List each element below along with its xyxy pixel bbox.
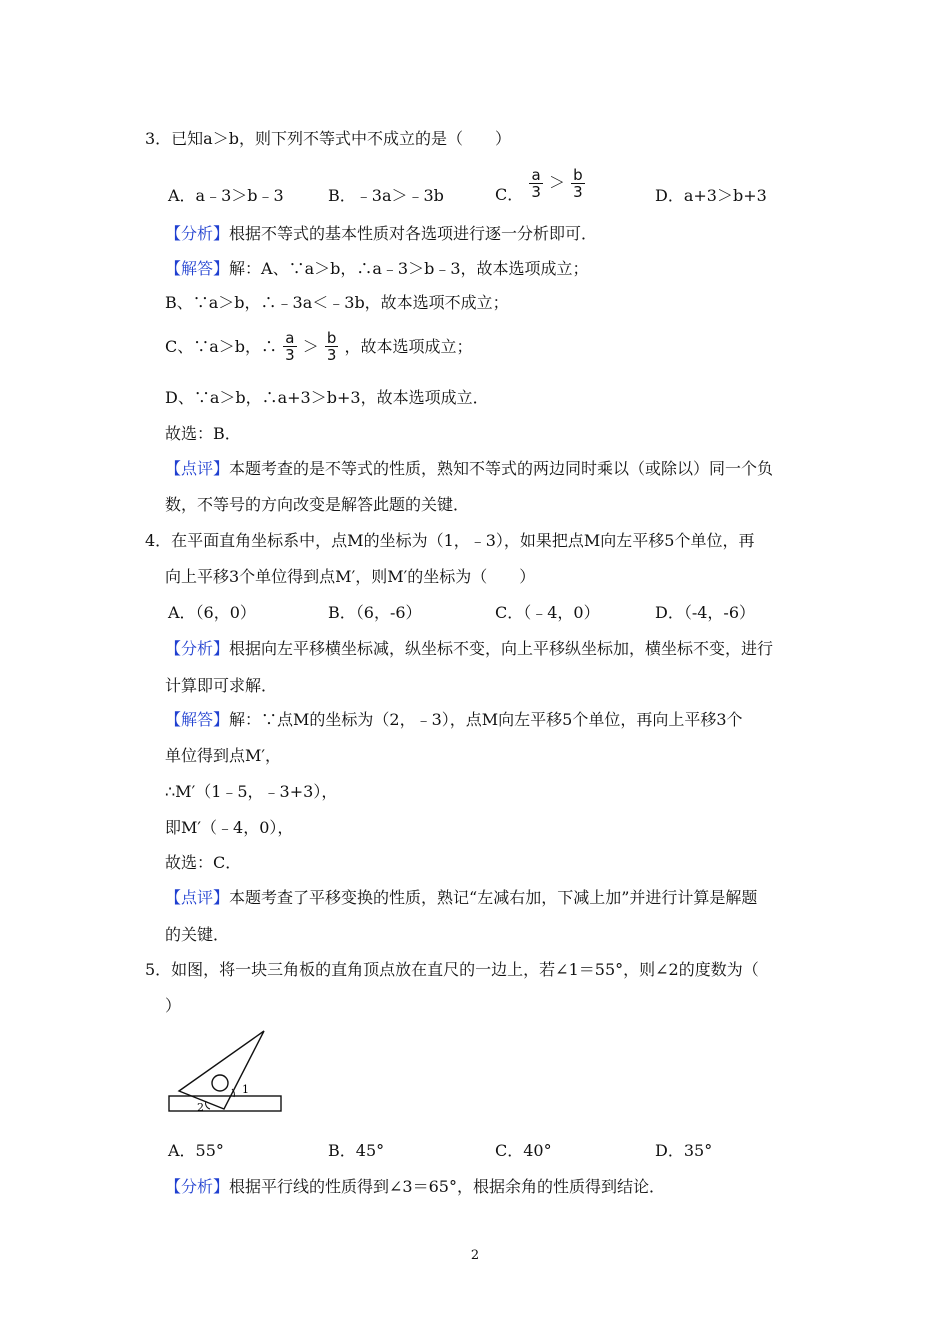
comment-tag: 【点评】 [165,888,230,907]
q3-answer-b: B、∵a＞b，∴﹣3a＜﹣3b，故本选项不成立； [165,293,509,312]
q3-answer-c: C、∵a＞b，∴ $\frac{a}{3}$ ＞ $\frac{b}{3}$ ，故本选项成立； [165,329,473,364]
q4-comment-1: 【点评】本题考查了平移变换的性质，熟记“左减右加，下减上加”并进行计算是解题 [165,888,758,907]
q4-choice: 故选：C． [165,853,242,872]
q5-stem-2: ） [165,996,182,1015]
q3-stem: 3．已知a＞b，则下列不等式中不成立的是（ ） [145,129,511,148]
q4-analysis-2: 计算即可求解． [165,676,278,695]
q4-stem-2: 向上平移3个单位得到点M′，则M′的坐标为（ ） [165,567,536,586]
q5-option-c: C．40° [495,1141,552,1160]
q4-option-b: B．（6，-6） [328,603,422,622]
angle-1-label: 1 [242,1083,249,1096]
triangle-ruler-figure [160,1025,290,1117]
q5-stem-1: 5．如图，将一块三角板的直角顶点放在直尺的一边上，若∠1＝55°，则∠2的度数为（ [145,960,759,979]
triangle-shape [179,1031,264,1109]
q3-option-a: A．a﹣3＞b﹣3 [168,186,284,205]
page-number: 2 [470,1248,480,1263]
answer-tag: 【解答】 [165,259,230,278]
q4-answer-3: ∴M′（1﹣5，﹣3+3）， [165,782,338,801]
q5-option-a: A．55° [168,1141,224,1160]
q3-option-c-fraction-a: $\frac{a}{3}$ [531,165,541,201]
analysis-tag: 【分析】 [165,639,230,658]
q4-option-a: A．（6，0） [168,603,256,622]
q4-option-c: C．（﹣4，0） [495,603,600,622]
q3-option-c: C． $\frac{a}{3}$ ＞ $\frac{b}{3}$ [495,165,583,204]
q3-answer-a: 【解答】解：A、∵a＞b，∴a﹣3＞b﹣3，故本选项成立； [165,259,589,278]
q3-answer-c-fraction-a: $\frac{a}{3}$ [285,329,295,364]
q4-analysis-1: 【分析】根据向左平移横坐标减，纵坐标不变，向上平移纵坐标加，横坐标不变，进行 [165,639,774,658]
analysis-tag: 【分析】 [165,1177,230,1196]
ruler-shape [169,1096,281,1111]
q3-option-d: D．a+3＞b+3 [655,186,767,205]
q3-answer-c-fraction-b: $\frac{b}{3}$ [326,329,337,364]
comment-tag: 【点评】 [165,459,230,478]
analysis-tag: 【分析】 [165,224,230,243]
q3-comment-1: 【点评】本题考查的是不等式的性质，熟知不等式的两边同时乘以（或除以）同一个负 [165,459,774,478]
angle-2-label: 2 [197,1101,204,1114]
q4-stem-1: 4．在平面直角坐标系中，点M的坐标为（1，﹣3），如果把点M向左平移5个单位，再 [145,531,755,550]
q4-answer-4: 即M′（﹣4，0）， [165,818,294,837]
q3-option-c-fraction-b: $\frac{b}{3}$ [573,165,583,201]
q4-answer-1: 【解答】解：∵点M的坐标为（2，﹣3），点M向左平移5个单位，再向上平移3个 [165,710,743,729]
q4-answer-2: 单位得到点M′， [165,746,282,765]
q3-analysis: 【分析】根据不等式的基本性质对各选项进行逐一分析即可． [165,224,598,243]
triangle-hole [212,1075,228,1091]
q5-option-b: B．45° [328,1141,385,1160]
q4-comment-2: 的关键． [165,925,230,944]
q4-option-d: D．（-4，-6） [655,603,756,622]
q5-option-d: D．35° [655,1141,713,1160]
q3-option-c-label: C． [495,185,524,204]
q3-comment-2: 数，不等号的方向改变是解答此题的关键． [165,495,470,514]
q3-option-b: B．﹣3a＞﹣3b [328,186,444,205]
q3-answer-d: D、∵a＞b，∴a+3＞b+3，故本选项成立． [165,388,489,407]
q3-choice: 故选：B． [165,424,241,443]
q5-analysis: 【分析】根据平行线的性质得到∠3＝65°，根据余角的性质得到结论． [165,1177,665,1196]
answer-tag: 【解答】 [165,710,230,729]
